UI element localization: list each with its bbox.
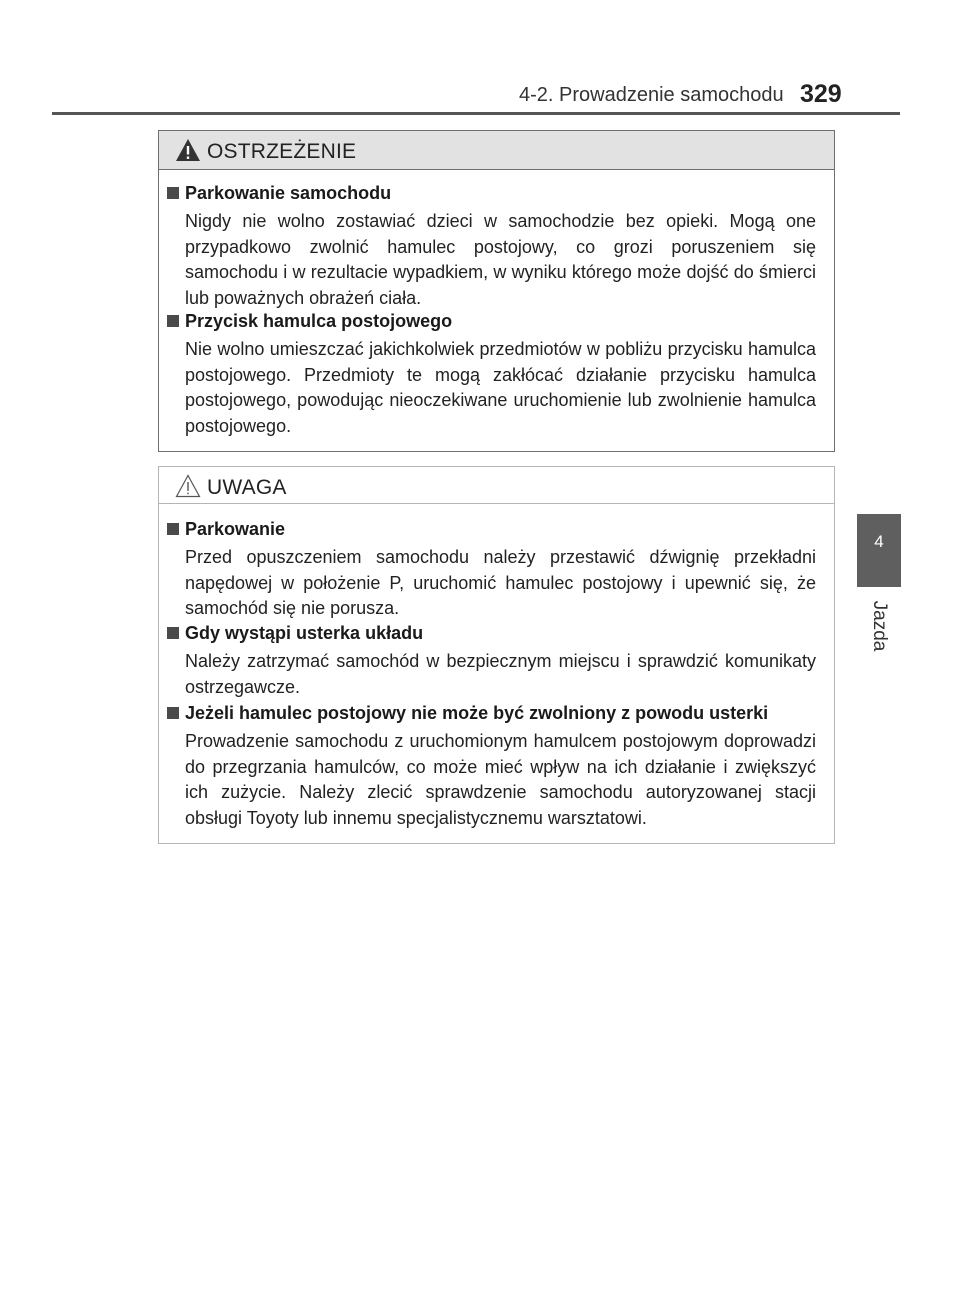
warning-section — [167, 309, 816, 439]
page-header — [0, 0, 960, 120]
square-bullet-icon — [167, 707, 179, 719]
caution-box-header — [159, 467, 834, 504]
section-text: Należy zatrzymać samochód w bezpiecznym miejscu i sprawdzić komunikaty ostrzegawcze. — [185, 651, 816, 697]
warning-box — [158, 130, 835, 452]
header-divider — [52, 112, 900, 115]
section-text: Przed opuszczeniem samochodu należy przestawić dźwignię przekładni napędowej w położenie P, uruchomić hamulec postojowy i upewnić się, że samochód się nie porusza. — [185, 547, 816, 618]
chapter-name: Jazda — [869, 600, 890, 652]
warning-section — [167, 181, 816, 311]
section-title: 4-2. Prowadzenie samochodu — [519, 84, 784, 106]
warning-title: OSTRZEŻENIE — [207, 140, 357, 163]
section-heading: Parkowanie — [167, 517, 816, 541]
caution-box — [158, 466, 835, 844]
section-heading: Parkowanie samochodu — [167, 181, 816, 205]
warning-triangle-icon — [175, 138, 201, 162]
caution-section — [167, 621, 816, 700]
square-bullet-icon — [167, 627, 179, 639]
square-bullet-icon — [167, 187, 179, 199]
section-heading: Przycisk hamulca postojowego — [167, 309, 816, 333]
square-bullet-icon — [167, 315, 179, 327]
chapter-number: 4 — [874, 532, 884, 551]
caution-section — [167, 517, 816, 622]
caution-title: UWAGA — [207, 476, 287, 499]
page-number: 329 — [800, 80, 842, 108]
section-text: Nie wolno umieszczać jakichkolwiek przedmiotów w pobliżu przycisku hamulca postojowego. Przedmioty te mogą zakłócać działanie przycisku hamulca postojowego, powodując nieoczekiwane uruchomienie lub zwolnienie hamulca postojowego. — [185, 339, 816, 436]
section-text: Nigdy nie wolno zostawiać dzieci w samochodzie bez opieki. Mogą one przypadkowo zwolnić hamulec postojowy, co grozi poruszeniem się samochodu i w rezultacie wypadkiem, w wyniku którego może dojść do śmierci lub poważnych obrażeń ciała. — [185, 211, 816, 308]
warning-box-header — [159, 131, 834, 170]
caution-section — [167, 701, 816, 831]
caution-triangle-icon — [175, 474, 201, 498]
square-bullet-icon — [167, 523, 179, 535]
section-text: Prowadzenie samochodu z uruchomionym hamulcem postojowym doprowadzi do przegrzania hamulców, co może mieć wpływ na ich działanie i zwiększyć ich zużycie. Należy zlecić sprawdzenie samochodu autoryzowanej stacji obsługi Toyoty lub innemu specjalistycznemu warsztatowi. — [185, 731, 816, 828]
section-heading: Jeżeli hamulec postojowy nie może być zwolniony z powodu usterki — [167, 701, 816, 725]
chapter-tab — [857, 514, 901, 587]
section-heading: Gdy wystąpi usterka układu — [167, 621, 816, 645]
